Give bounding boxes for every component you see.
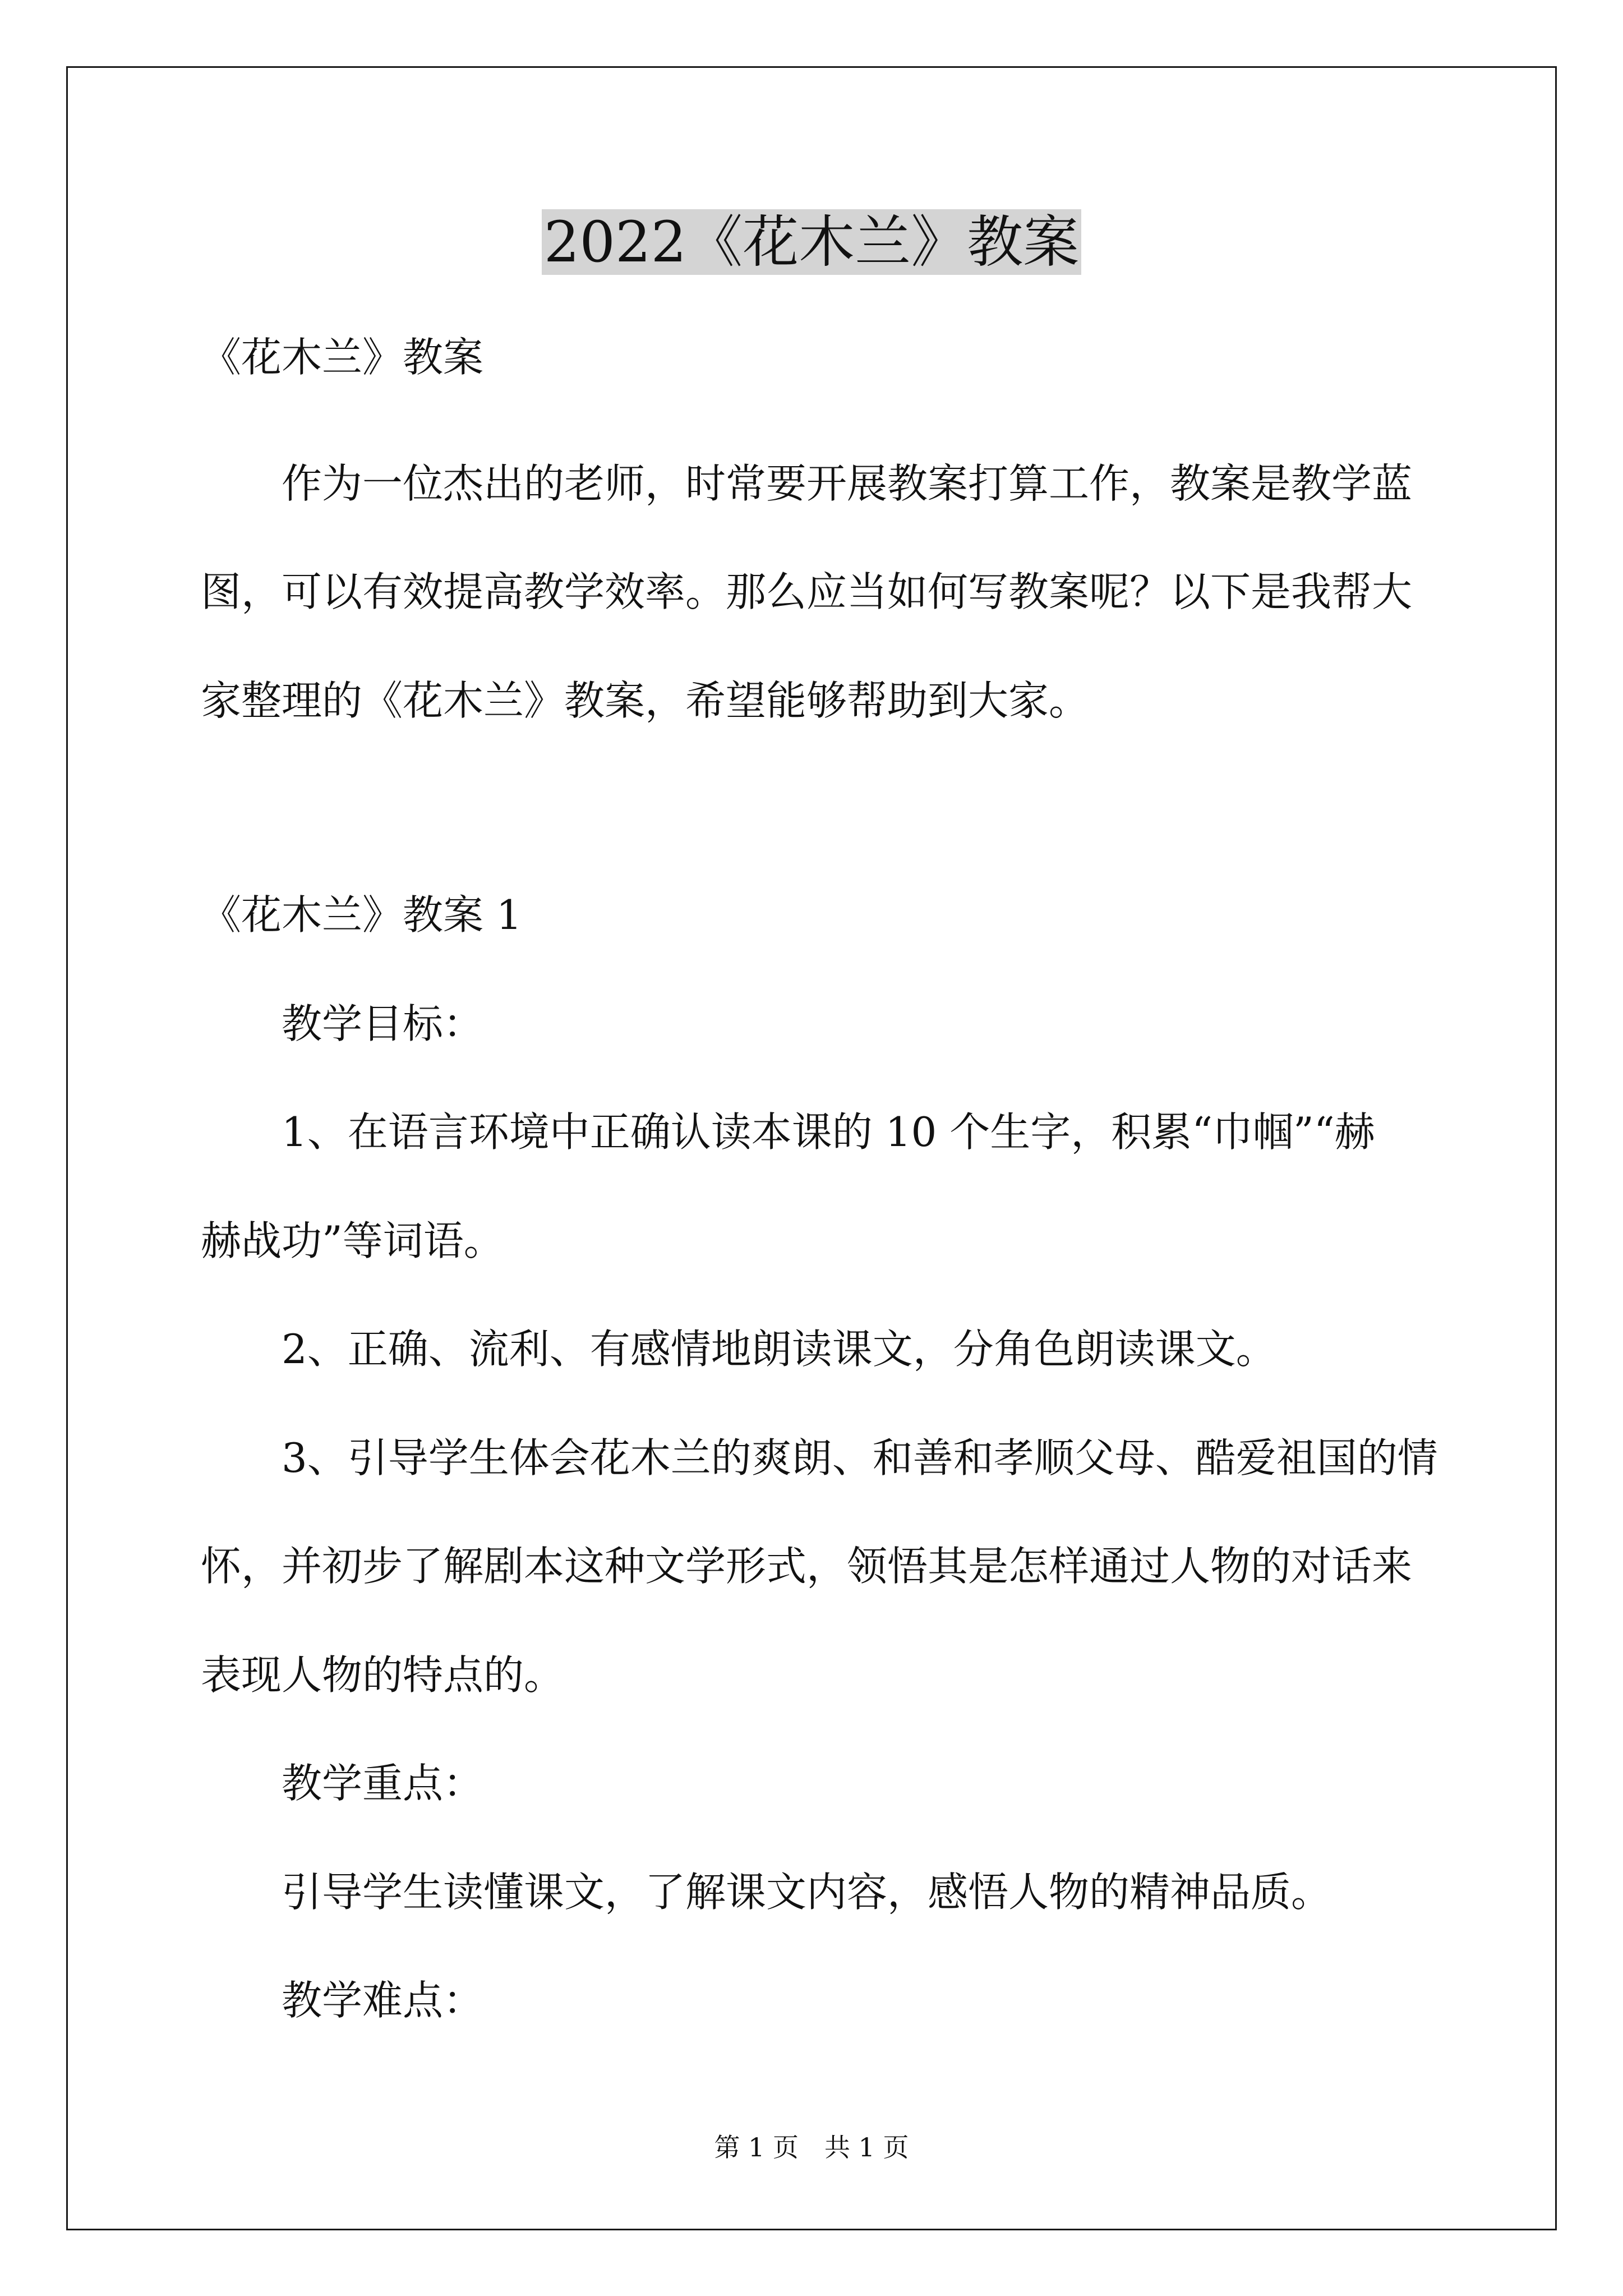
objectives-heading: 教学目标： <box>282 1000 484 1047</box>
intro-line-3: 家整理的《花木兰》教案，希望能够帮助到大家。 <box>201 677 1090 724</box>
subtitle-line: 《花木兰》教案 <box>201 334 484 381</box>
page-footer: 第 1 页 共 1 页 <box>714 2132 909 2162</box>
objective-3-line-2: 怀，并初步了解剧本这种文学形式，领悟其是怎样通过人物的对话来 <box>201 1543 1413 1590</box>
page-title-text: 2022《花木兰》教案 <box>542 209 1082 275</box>
objective-3-line-3: 表现人物的特点的。 <box>201 1651 565 1699</box>
objective-3-line-1: 3、引导学生体会花木兰的爽朗、和善和孝顺父母、酷爱祖国的情 <box>282 1434 1438 1481</box>
objective-1-line-2: 赫战功”等词语。 <box>201 1217 504 1264</box>
key-points-heading: 教学重点： <box>282 1760 484 1807</box>
section-heading-1: 《花木兰》教案 1 <box>201 891 522 938</box>
key-points-text: 引导学生读懂课文，了解课文内容，感悟人物的精神品质。 <box>282 1869 1332 1916</box>
page-title <box>0 203 1623 282</box>
intro-line-1: 作为一位杰出的老师，时常要开展教案打算工作，教案是教学蓝 <box>282 460 1413 507</box>
intro-line-2: 图，可以有效提高教学效率。那么应当如何写教案呢？以下是我帮大 <box>201 568 1413 615</box>
objective-1-line-1: 1、在语言环境中正确认读本课的 10 个生字，积累“巾帼”“赫 <box>282 1108 1375 1156</box>
difficulties-heading: 教学难点： <box>282 1977 484 2024</box>
objective-2-line: 2、正确、流利、有感情地朗读课文，分角色朗读课文。 <box>282 1326 1276 1373</box>
